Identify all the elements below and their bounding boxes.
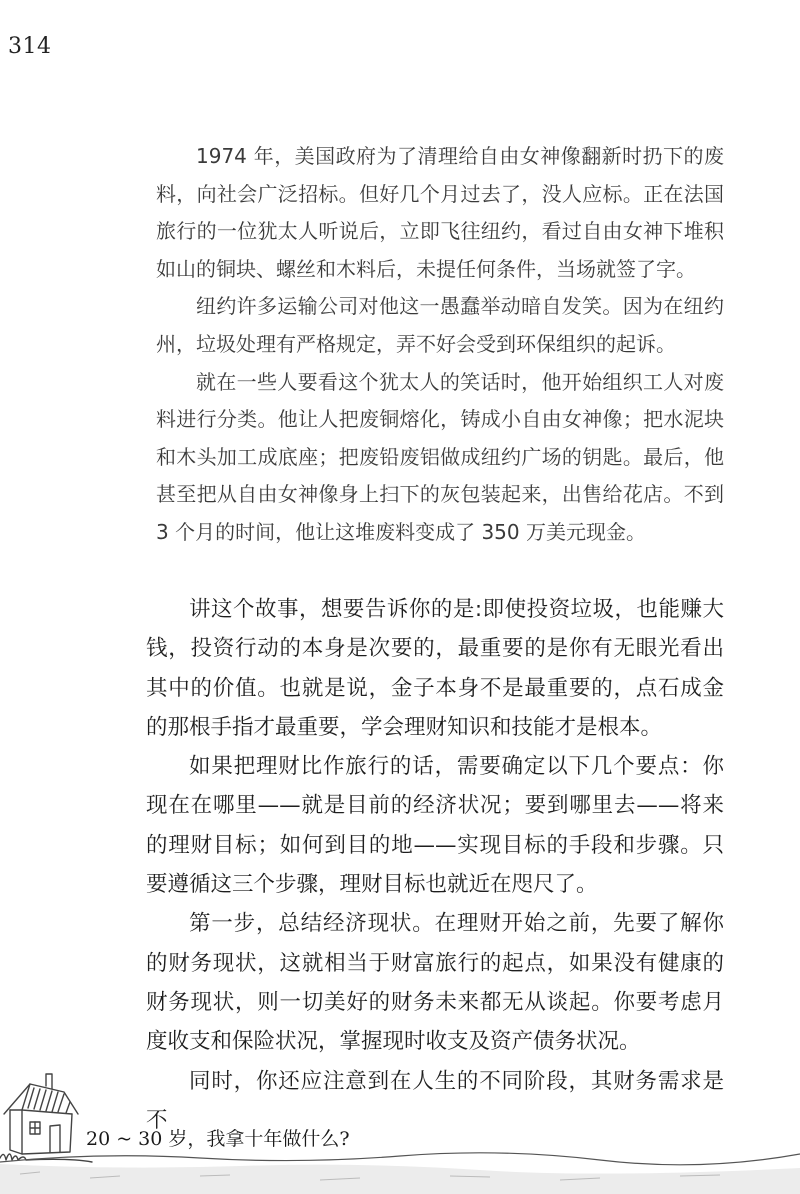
footer-ground-decoration bbox=[0, 1140, 800, 1194]
page-number: 314 bbox=[8, 34, 52, 59]
story-paragraph: 1974 年，美国政府为了清理给自由女神像翻新时扔下的废料，向社会广泛招标。但好几个月过去了，没人应标。正在法国旅行的一位犹太人听说后，立即飞往纽约，看过自由女神下堆积如山的铜块、螺丝和木料后，未提任何条件，当场就签了字。 bbox=[156, 144, 724, 281]
body-paragraph: 讲这个故事，想要告诉你的是:即使投资垃圾，也能赚大钱，投资行动的本身是次要的，最重要的是你有无眼光看出其中的价值。也就是说，金子本身不是最重要的，点石成金的那根手指才最重要，学会理财知识和技能才是根本。 bbox=[146, 597, 724, 740]
body-paragraph: 同时，你还应注意到在人生的不同阶段，其财务需求是不 bbox=[146, 1068, 724, 1133]
footer-book-title: 20 ~ 30 岁，我拿十年做什么? bbox=[86, 1128, 350, 1150]
story-paragraph: 就在一些人要看这个犹太人的笑话时，他开始组织工人对废料进行分类。他让人把废铜熔化，铸成小自由女神像；把水泥块和木头加工成底座；把废铅废铝做成纽约广场的钥匙。最后，他甚至把从自由女神像身上扫下的灰包装起来，出售给花店。不到 3 个月的时间，他让这堆废料变成了 350 万美元现金。 bbox=[156, 369, 724, 544]
story-paragraph: 纽约许多运输公司对他这一愚蠢举动暗自发笑。因为在纽约州，垃圾处理有严格规定，弄不好会受到环保组织的起诉。 bbox=[156, 294, 724, 356]
body-section bbox=[146, 590, 724, 1140]
story-section bbox=[156, 138, 724, 552]
body-paragraph: 如果把理财比作旅行的话，需要确定以下几个要点：你现在在哪里——就是目前的经济状况；要到哪里去——将来的理财目标；如何到目的地——实现目标的手段和步骤。只要遵循这三个步骤，理财目标也就近在咫尺了。 bbox=[146, 754, 724, 898]
body-paragraph: 第一步，总结经济现状。在理财开始之前，先要了解你的财务现状，这就相当于财富旅行的起点，如果没有健康的财务现状，则一切美好的财务未来都无从谈起。你要考虑月度收支和保险状况，掌握现时收支及资产债务状况。 bbox=[146, 911, 724, 1055]
